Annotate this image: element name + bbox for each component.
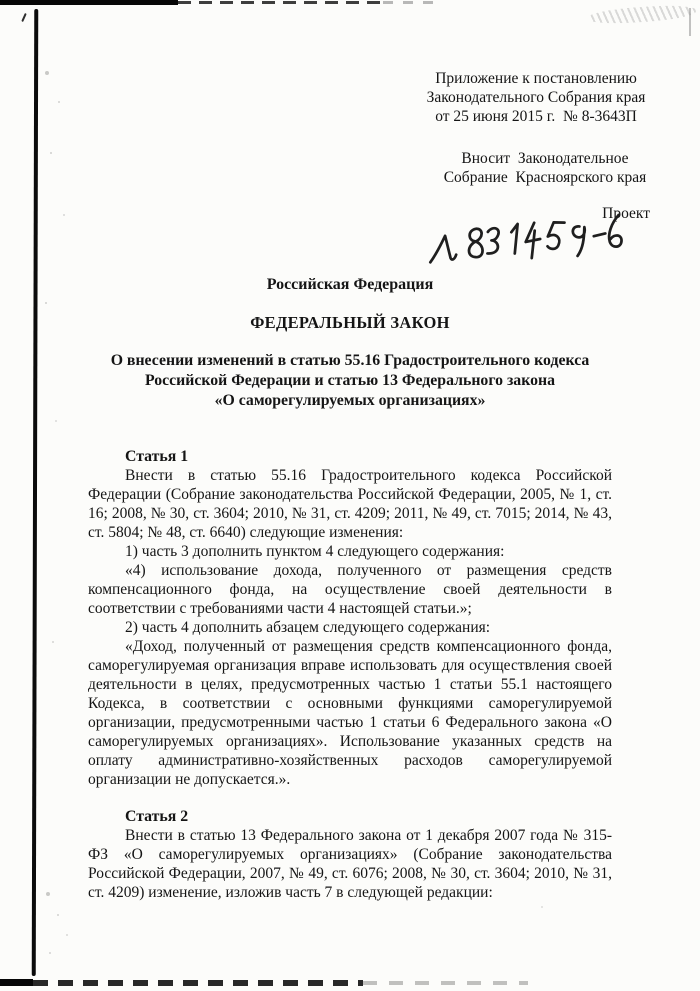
handwritten-digit-4 bbox=[524, 222, 541, 258]
scan-artifact-left-line bbox=[32, 9, 39, 976]
scan-artifact-top-bar bbox=[0, 0, 178, 5]
handwritten-digit-5 bbox=[546, 222, 566, 250]
scan-artifact-right-edge bbox=[689, 8, 691, 36]
handwritten-dash bbox=[594, 233, 606, 236]
law-title-line: «О саморегулируемых организациях» bbox=[214, 392, 486, 409]
article-2-heading: Статья 2 bbox=[125, 808, 189, 825]
submitter-note bbox=[418, 149, 672, 187]
article-1-paragraph: 1) часть 3 дополнить пунктом 4 следующего содержания: bbox=[125, 543, 505, 560]
scan-artifact-top-bar-dashed bbox=[178, 1, 383, 4]
appendix-line: Законодательного Собрания края bbox=[426, 89, 646, 106]
law-title-line: О внесении изменений в статью 55.16 Градостроительного кодекса bbox=[110, 352, 590, 369]
article-1-heading: Статья 1 bbox=[125, 448, 189, 465]
law-title-line: Российской Федерации и статью 13 Федерального закона bbox=[144, 372, 555, 389]
handwritten-numero-sign bbox=[429, 235, 457, 262]
handwritten-digit-6 bbox=[608, 215, 622, 247]
scan-artifact-speckles bbox=[0, 0, 2, 2]
law-type-heading: ФЕДЕРАЛЬНЫЙ ЗАКОН bbox=[250, 313, 450, 332]
scan-artifact-bottom-bar bbox=[0, 979, 33, 986]
country-heading: Российская Федерация bbox=[266, 276, 434, 293]
submitter-line: Вносит Законодательное bbox=[461, 150, 629, 167]
submitter-line: Собрание Красноярского края bbox=[443, 169, 647, 186]
appendix-line: Приложение к постановлению bbox=[435, 70, 637, 87]
handwritten-digit-3 bbox=[486, 228, 500, 254]
scan-artifact-tick-mark bbox=[21, 13, 26, 22]
scan-artifact-top-bar-dashed-faint bbox=[383, 1, 443, 4]
article-2-paragraph: Внести в статью 13 Федерального закона от 1 декабря 2007 года № 315-ФЗ «О саморегулируемых организациях» (Собрание законодательства Российской Федерации, 2007, № 49, ст. 6076; 2008, № 30, ст. 3604; 2010, № 31, ст. 4209) изменение, изложив часть 7 в следующей редакции: bbox=[88, 827, 612, 901]
article-1-paragraph: Внести в статью 55.16 Градостроительного кодекса Российской Федерации (Собрание законодательства Российской Федерации, 2005, № 1, ст. 16; 2008, № 30, ст. 3604; 2010, № 31, ст. 4209; 2011, № 49, ст. 7015; 2014, № 43, ст. 5804; № 48, ст. 6640) следующие изменения: bbox=[88, 467, 612, 541]
document-body bbox=[88, 447, 612, 902]
article-1-paragraph: 2) часть 4 дополнить абзацем следующего содержания: bbox=[125, 619, 491, 636]
law-title bbox=[78, 351, 622, 411]
handwritten-number bbox=[425, 208, 628, 270]
scan-artifact-bottom-bar-dashed bbox=[33, 980, 363, 986]
appendix-line: от 25 июня 2015 г. № 8-3643П bbox=[435, 108, 637, 125]
project-label: Проект bbox=[602, 205, 650, 222]
handwritten-digit-1 bbox=[511, 224, 520, 254]
handwritten-digit-8 bbox=[467, 228, 483, 257]
scan-artifact-smudge bbox=[588, 3, 697, 25]
handwritten-digit-9 bbox=[572, 226, 586, 256]
article-1-paragraph: «4) использование дохода, полученного от размещения средств компенсационного фонда, на осуществление своей деятельности в соответствии с требованиями части 4 настоящей статьи.»; bbox=[88, 562, 612, 617]
article-1-paragraph: «Доход, полученный от размещения средств компенсационного фонда, саморегулируемая организация вправе использовать для осуществления своей деятельности в целях, предусмотренных частью 1 статьи 55.1 настоящего Кодекса, в соответствии с основными функциями саморегулируемой организации, предусмотренными частью 1 статьи 6 Федерального закона «О саморегулируемых организациях». Использование указанных средств на оплату административно-хозяйственных расходов саморегулируемой организации не допускается.». bbox=[88, 638, 612, 788]
appendix-reference bbox=[403, 69, 669, 126]
scan-artifact-bottom-bar-dashed-faint bbox=[363, 981, 528, 985]
